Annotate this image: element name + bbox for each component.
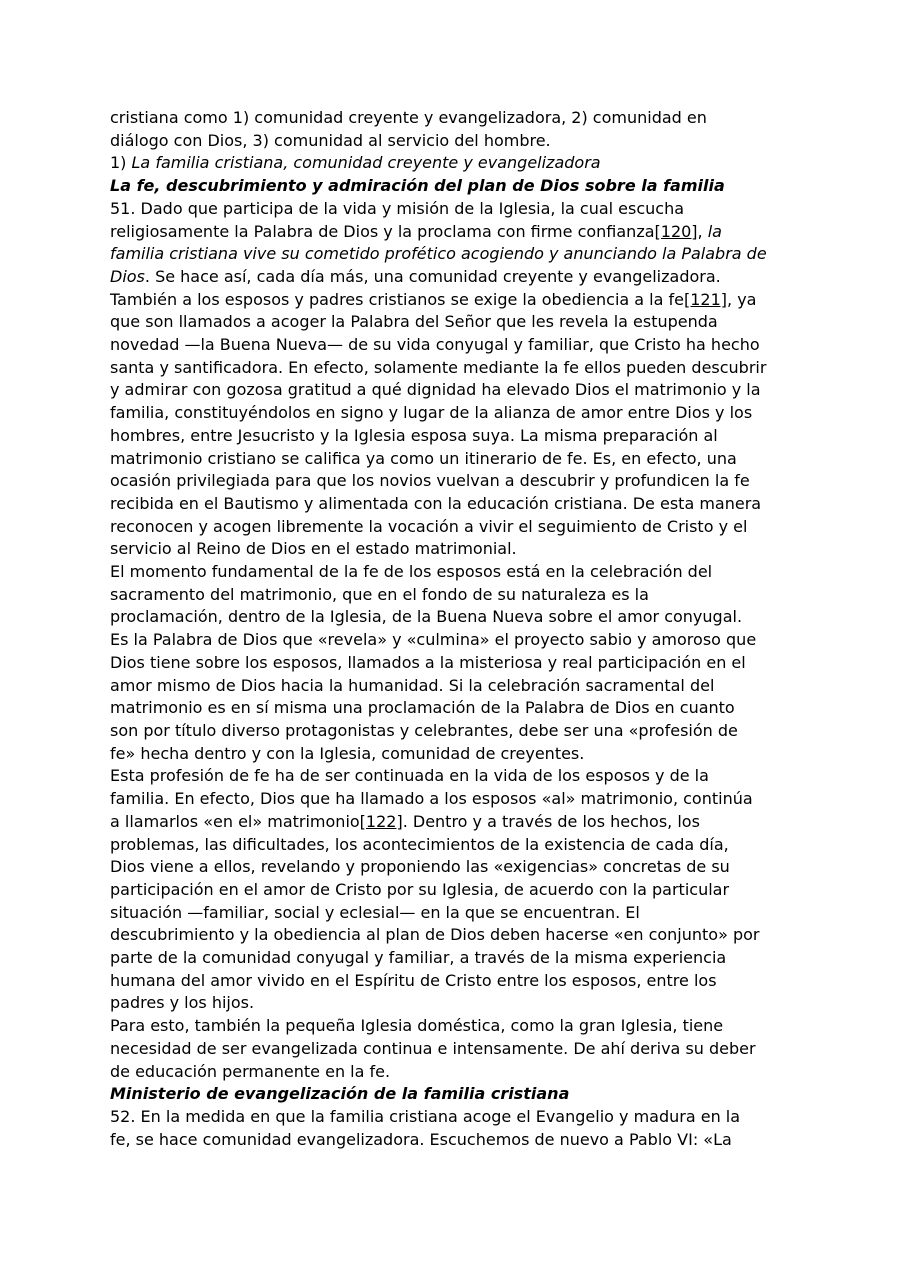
- text-segment: amor mismo de Dios hacia la humanidad. Si la celebración sacramental del: [110, 675, 715, 695]
- text-segment: matrimonio es en sí misma una proclamación de la Palabra de Dios en cuanto: [110, 698, 735, 718]
- text-line: [110, 924, 810, 947]
- text-line: [110, 357, 810, 380]
- text-line: [110, 902, 810, 925]
- text-line: [110, 697, 810, 720]
- section-heading: Ministerio de evangelización de la familia cristiana: [110, 1084, 570, 1104]
- text-segment: a llamarlos «en el» matrimonio: [110, 811, 360, 831]
- text-segment: 51. Dado que participa de la vida y misión de la Iglesia, la cual escucha: [110, 198, 685, 218]
- text-line: [110, 1106, 810, 1129]
- text-segment: humana del amor vivido en el Espíritu de Cristo entre los esposos, entre los: [110, 970, 717, 990]
- text-line: [110, 221, 810, 244]
- text-line: [110, 811, 810, 834]
- text-segment: Dios tiene sobre los esposos, llamados a la misteriosa y real participación en el: [110, 652, 746, 672]
- italic-text: La familia cristiana, comunidad creyente y evangelizadora: [131, 153, 601, 173]
- text-segment: 1): [110, 153, 132, 173]
- text-segment: El momento fundamental de la fe de los esposos está en la celebración del: [110, 562, 713, 582]
- italic-text: Dios: [110, 266, 145, 286]
- text-line: [110, 425, 810, 448]
- text-line: [110, 538, 810, 561]
- text-segment: Para esto, también la pequeña Iglesia doméstica, como la gran Iglesia, tiene: [110, 1016, 724, 1036]
- text-line: [110, 720, 810, 743]
- text-line: [110, 675, 810, 698]
- text-line: [110, 1061, 810, 1084]
- text-segment: novedad —la Buena Nueva— de su vida conyugal y familiar, que Cristo ha hecho: [110, 335, 760, 355]
- text-segment: fe» hecha dentro y con la Iglesia, comunidad de creyentes.: [110, 743, 585, 763]
- text-segment: proclamación, dentro de la Iglesia, de la Buena Nueva sobre el amor conyugal.: [110, 607, 743, 627]
- text-line: [110, 266, 810, 289]
- text-segment: problemas, las dificultades, los acontecimientos de la existencia de cada día,: [110, 834, 729, 854]
- text-line: [110, 970, 810, 993]
- text-line: [110, 652, 810, 675]
- text-line: [110, 175, 810, 198]
- text-line: [110, 1083, 810, 1106]
- text-line: [110, 1038, 810, 1061]
- text-line: [110, 743, 810, 766]
- section-heading: La fe, descubrimiento y admiración del plan de Dios sobre la familia: [110, 176, 725, 196]
- text-line: [110, 834, 810, 857]
- italic-text: familia cristiana vive su cometido profético acogiendo y anunciando la Palabra de: [110, 244, 767, 264]
- text-segment: parte de la comunidad conyugal y familiar, a través de la misma experiencia: [110, 948, 727, 968]
- text-line: [110, 379, 810, 402]
- text-line: [110, 629, 810, 652]
- text-segment: participación en el amor de Cristo por su Iglesia, de acuerdo con la particular: [110, 879, 730, 899]
- text-line: [110, 584, 810, 607]
- text-line: [110, 516, 810, 539]
- text-segment: 52. En la medida en que la familia cristiana acoge el Evangelio y madura en la: [110, 1106, 741, 1126]
- text-line: [110, 402, 810, 425]
- text-segment: Esta profesión de fe ha de ser continuada en la vida de los esposos y de la: [110, 766, 709, 786]
- text-line: [110, 1129, 810, 1152]
- text-line: [110, 470, 810, 493]
- text-line: [110, 606, 810, 629]
- text-line: [110, 856, 810, 879]
- text-line: [110, 879, 810, 902]
- text-line: [110, 765, 810, 788]
- text-segment: . Se hace así, cada día más, una comunidad creyente y evangelizadora.: [144, 266, 721, 286]
- document-page: [110, 107, 810, 1151]
- text-segment: ocasión privilegiada para que los novios vuelvan a descubrir y profundicen la fe: [110, 471, 750, 491]
- text-line: [110, 788, 810, 811]
- text-line: [110, 561, 810, 584]
- text-segment: Es la Palabra de Dios que «revela» y «culmina» el proyecto sabio y amoroso que: [110, 630, 757, 650]
- text-segment: santa y santificadora. En efecto, solamente mediante la fe ellos pueden descubrir: [110, 357, 767, 377]
- text-segment: Dios viene a ellos, revelando y proponiendo las «exigencias» concretas de su: [110, 857, 730, 877]
- text-segment: . Dentro y a través de los hechos, los: [402, 811, 700, 831]
- text-segment: necesidad de ser evangelizada continua e intensamente. De ahí deriva su deber: [110, 1038, 756, 1058]
- text-segment: son por título diverso protagonistas y celebrantes, debe ser una «profesión de: [110, 720, 738, 740]
- text-segment: , ya: [727, 289, 757, 309]
- text-segment: padres y los hijos.: [110, 993, 255, 1013]
- text-segment: reconocen y acogen libremente la vocación a vivir el seguimiento de Cristo y el: [110, 516, 748, 536]
- text-segment: recibida en el Bautismo y alimentada con la educación cristiana. De esta manera: [110, 493, 762, 513]
- text-line: [110, 1015, 810, 1038]
- text-segment: descubrimiento y la obediencia al plan de Dios deben hacerse «en conjunto» por: [110, 925, 760, 945]
- text-line: [110, 198, 810, 221]
- text-segment: situación —familiar, social y eclesial— en la que se encuentran. El: [110, 902, 640, 922]
- text-line: [110, 130, 810, 153]
- footnote-link[interactable]: [120]: [654, 221, 698, 241]
- italic-text: la: [707, 221, 722, 241]
- text-line: [110, 992, 810, 1015]
- text-segment: que son llamados a acoger la Palabra del Señor que les revela la estupenda: [110, 312, 718, 332]
- text-segment: También a los esposos y padres cristianos se exige la obediencia a la fe: [110, 289, 684, 309]
- text-line: [110, 334, 810, 357]
- text-segment: sacramento del matrimonio, que en el fondo de su naturaleza es la: [110, 584, 649, 604]
- text-segment: y admirar con gozosa gratitud a qué dignidad ha elevado Dios el matrimonio y la: [110, 380, 761, 400]
- text-segment: cristiana como 1) comunidad creyente y evangelizadora, 2) comunidad en: [110, 108, 707, 127]
- text-segment: religiosamente la Palabra de Dios y la proclama con firme confianza: [110, 221, 655, 241]
- text-segment: ,: [697, 221, 708, 241]
- text-line: [110, 311, 810, 334]
- text-segment: familia, constituyéndolos en signo y lugar de la alianza de amor entre Dios y los: [110, 403, 753, 423]
- footnote-link[interactable]: [121]: [683, 289, 728, 309]
- text-segment: hombres, entre Jesucristo y la Iglesia esposa suya. La misma preparación al: [110, 425, 718, 445]
- text-segment: diálogo con Dios, 3) comunidad al servicio del hombre.: [110, 130, 551, 150]
- text-line: [110, 107, 810, 130]
- footnote-link[interactable]: [122]: [359, 811, 403, 831]
- text-segment: fe, se hace comunidad evangelizadora. Escuchemos de nuevo a Pablo VI: «La: [110, 1129, 732, 1149]
- text-line: [110, 289, 810, 312]
- text-line: [110, 448, 810, 471]
- text-line: [110, 152, 810, 175]
- text-segment: matrimonio cristiano se califica ya como un itinerario de fe. Es, en efecto, una: [110, 448, 737, 468]
- text-segment: de educación permanente en la fe.: [110, 1061, 391, 1081]
- text-line: [110, 493, 810, 516]
- text-line: [110, 947, 810, 970]
- text-line: [110, 243, 810, 266]
- text-segment: familia. En efecto, Dios que ha llamado a los esposos «al» matrimonio, continúa: [110, 789, 753, 809]
- text-segment: servicio al Reino de Dios en el estado matrimonial.: [110, 539, 517, 559]
